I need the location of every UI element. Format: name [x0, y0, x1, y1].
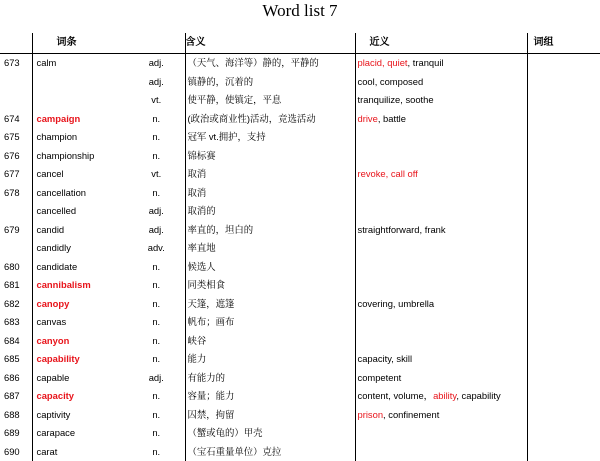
entry-part-of-speech: adj.: [128, 369, 185, 388]
entry-group: [527, 110, 600, 129]
entry-part-of-speech: n.: [128, 295, 185, 314]
entry-number: 684: [0, 332, 32, 351]
entry-synonyms: [355, 91, 527, 110]
entry-part-of-speech: n.: [128, 424, 185, 443]
entry-number: 678: [0, 184, 32, 203]
entry-group: [527, 147, 600, 166]
entry-synonyms: [355, 128, 527, 147]
table-row: [0, 443, 600, 461]
entry-word: cancel: [32, 165, 128, 184]
entry-word: capability: [32, 350, 128, 369]
header-group: 词组: [527, 33, 600, 54]
entry-number: 689: [0, 424, 32, 443]
entry-meaning: 能力: [185, 350, 355, 369]
entry-word: campaign: [32, 110, 128, 129]
entry-number: 675: [0, 128, 32, 147]
header-meaning: 含义: [185, 33, 355, 54]
entry-word: canopy: [32, 295, 128, 314]
table-row: [0, 184, 600, 203]
entry-number: 681: [0, 276, 32, 295]
table-row: [0, 369, 600, 388]
entry-group: [527, 369, 600, 388]
entry-group: [527, 165, 600, 184]
entry-part-of-speech: vt.: [128, 165, 185, 184]
entry-number: 673: [0, 54, 32, 73]
entry-number: 676: [0, 147, 32, 166]
entry-part-of-speech: n.: [128, 128, 185, 147]
table-row: [0, 424, 600, 443]
entry-meaning: （宝石重量单位）克拉: [185, 443, 355, 461]
table-row: [0, 54, 600, 73]
entry-part-of-speech: adv.: [128, 239, 185, 258]
entry-word: canyon: [32, 332, 128, 351]
entry-group: [527, 91, 600, 110]
entry-group: [527, 424, 600, 443]
entry-number: [0, 202, 32, 221]
entry-meaning: 锦标赛: [185, 147, 355, 166]
synonym-text: covering, umbrella: [358, 298, 435, 309]
table-row: [0, 165, 600, 184]
entry-meaning: 容量；能力: [185, 387, 355, 406]
table-row: [0, 406, 600, 425]
entry-group: [527, 239, 600, 258]
table-row: [0, 239, 600, 258]
entry-synonyms: [355, 313, 527, 332]
synonym-text: straightforward, frank: [358, 224, 446, 235]
entry-number: 680: [0, 258, 32, 277]
entry-meaning: 使平静，使镇定，平息: [185, 91, 355, 110]
synonym-text: placid, quiet: [358, 57, 408, 68]
entry-group: [527, 128, 600, 147]
table-row: [0, 221, 600, 240]
entry-part-of-speech: adj.: [128, 54, 185, 73]
entry-synonyms: [355, 424, 527, 443]
entry-word: canvas: [32, 313, 128, 332]
entry-synonyms: [355, 387, 527, 406]
entry-word: carapace: [32, 424, 128, 443]
entry-meaning: 率直的，坦白的: [185, 221, 355, 240]
entry-word: captivity: [32, 406, 128, 425]
table-row: [0, 110, 600, 129]
table-row: [0, 276, 600, 295]
entry-part-of-speech: n.: [128, 313, 185, 332]
entry-meaning: 镇静的，沉着的: [185, 73, 355, 92]
entry-word: cancelled: [32, 202, 128, 221]
header-pos: [128, 33, 185, 54]
synonym-text: revoke, call off: [358, 168, 418, 179]
entry-synonyms: [355, 295, 527, 314]
entry-part-of-speech: n.: [128, 350, 185, 369]
entry-number: 685: [0, 350, 32, 369]
entry-group: [527, 202, 600, 221]
entry-synonyms: [355, 332, 527, 351]
page-title: Word list 7: [0, 0, 600, 24]
entry-synonyms: [355, 369, 527, 388]
entry-meaning: 天篷，遮篷: [185, 295, 355, 314]
entry-group: [527, 221, 600, 240]
entry-group: [527, 276, 600, 295]
table-row: [0, 73, 600, 92]
table-body: [0, 54, 600, 461]
entry-synonyms: [355, 221, 527, 240]
entry-meaning: 候选人: [185, 258, 355, 277]
table-row: [0, 202, 600, 221]
header-number: [0, 33, 32, 54]
entry-number: 677: [0, 165, 32, 184]
table-row: [0, 387, 600, 406]
synonym-text: , tranquil: [408, 57, 444, 68]
entry-word: championship: [32, 147, 128, 166]
entry-synonyms: [355, 202, 527, 221]
table-header-row: [0, 33, 600, 54]
entry-group: [527, 387, 600, 406]
entry-number: 688: [0, 406, 32, 425]
entry-meaning: 取消: [185, 165, 355, 184]
entry-meaning: 峡谷: [185, 332, 355, 351]
header-word: 词条: [32, 33, 128, 54]
synonym-text: competent: [358, 372, 402, 383]
table-row: [0, 332, 600, 351]
header-synonyms: 近义: [355, 33, 527, 54]
synonym-text: ability: [433, 390, 456, 401]
entry-number: 679: [0, 221, 32, 240]
entry-word: capacity: [32, 387, 128, 406]
entry-part-of-speech: n.: [128, 147, 185, 166]
entry-group: [527, 406, 600, 425]
entry-number: 690: [0, 443, 32, 461]
entry-word: candid: [32, 221, 128, 240]
table-row: [0, 313, 600, 332]
entry-part-of-speech: adj.: [128, 221, 185, 240]
entry-group: [527, 73, 600, 92]
entry-word: champion: [32, 128, 128, 147]
entry-number: 683: [0, 313, 32, 332]
entry-synonyms: [355, 239, 527, 258]
entry-synonyms: [355, 443, 527, 461]
entry-word: carat: [32, 443, 128, 461]
entry-word: cannibalism: [32, 276, 128, 295]
entry-word: candidly: [32, 239, 128, 258]
entry-part-of-speech: n.: [128, 332, 185, 351]
synonym-text: tranquilize, soothe: [358, 94, 434, 105]
synonym-text: , confinement: [383, 409, 439, 420]
entry-synonyms: [355, 184, 527, 203]
table-row: [0, 128, 600, 147]
synonym-text: prison: [358, 409, 384, 420]
entry-group: [527, 350, 600, 369]
entry-number: 687: [0, 387, 32, 406]
entry-part-of-speech: adj.: [128, 73, 185, 92]
entry-part-of-speech: n.: [128, 258, 185, 277]
entry-group: [527, 295, 600, 314]
word-list-table: [0, 33, 600, 461]
entry-synonyms: [355, 54, 527, 73]
entry-part-of-speech: n.: [128, 276, 185, 295]
entry-synonyms: [355, 406, 527, 425]
entry-number: [0, 239, 32, 258]
table-row: [0, 258, 600, 277]
synonym-text: drive: [358, 113, 378, 124]
table-row: [0, 147, 600, 166]
entry-meaning: 冠军 vt.拥护，支持: [185, 128, 355, 147]
entry-synonyms: [355, 350, 527, 369]
entry-meaning: 帆布；画布: [185, 313, 355, 332]
entry-part-of-speech: n.: [128, 443, 185, 461]
entry-meaning: （天气、海洋等）静的，平静的: [185, 54, 355, 73]
entry-group: [527, 332, 600, 351]
entry-meaning: (政治或商业性)活动，竞选活动: [185, 110, 355, 129]
synonym-text: , battle: [378, 113, 406, 124]
table-row: [0, 91, 600, 110]
entry-part-of-speech: vt.: [128, 91, 185, 110]
entry-word: [32, 91, 128, 110]
entry-part-of-speech: n.: [128, 406, 185, 425]
entry-meaning: 取消: [185, 184, 355, 203]
entry-word: capable: [32, 369, 128, 388]
entry-meaning: 取消的: [185, 202, 355, 221]
entry-number: [0, 73, 32, 92]
synonym-text: capacity, skill: [358, 353, 413, 364]
entry-part-of-speech: n.: [128, 110, 185, 129]
entry-meaning: 率直地: [185, 239, 355, 258]
synonym-text: , capability: [456, 390, 500, 401]
entry-number: 682: [0, 295, 32, 314]
table-row: [0, 350, 600, 369]
entry-group: [527, 258, 600, 277]
entry-number: [0, 91, 32, 110]
synonym-text: cool, composed: [358, 76, 424, 87]
entry-synonyms: [355, 276, 527, 295]
entry-synonyms: [355, 165, 527, 184]
entry-group: [527, 54, 600, 73]
entry-synonyms: [355, 258, 527, 277]
entry-word: calm: [32, 54, 128, 73]
entry-word: candidate: [32, 258, 128, 277]
entry-group: [527, 184, 600, 203]
entry-group: [527, 313, 600, 332]
entry-meaning: （蟹或龟的）甲壳: [185, 424, 355, 443]
entry-number: 674: [0, 110, 32, 129]
entry-synonyms: [355, 73, 527, 92]
table-row: [0, 295, 600, 314]
entry-synonyms: [355, 110, 527, 129]
entry-word: [32, 73, 128, 92]
entry-group: [527, 443, 600, 461]
entry-number: 686: [0, 369, 32, 388]
entry-meaning: 囚禁，拘留: [185, 406, 355, 425]
entry-part-of-speech: n.: [128, 387, 185, 406]
entry-meaning: 同类相食: [185, 276, 355, 295]
entry-meaning: 有能力的: [185, 369, 355, 388]
entry-word: cancellation: [32, 184, 128, 203]
entry-synonyms: [355, 147, 527, 166]
entry-part-of-speech: n.: [128, 184, 185, 203]
synonym-text: content, volume，: [358, 390, 434, 401]
entry-part-of-speech: adj.: [128, 202, 185, 221]
